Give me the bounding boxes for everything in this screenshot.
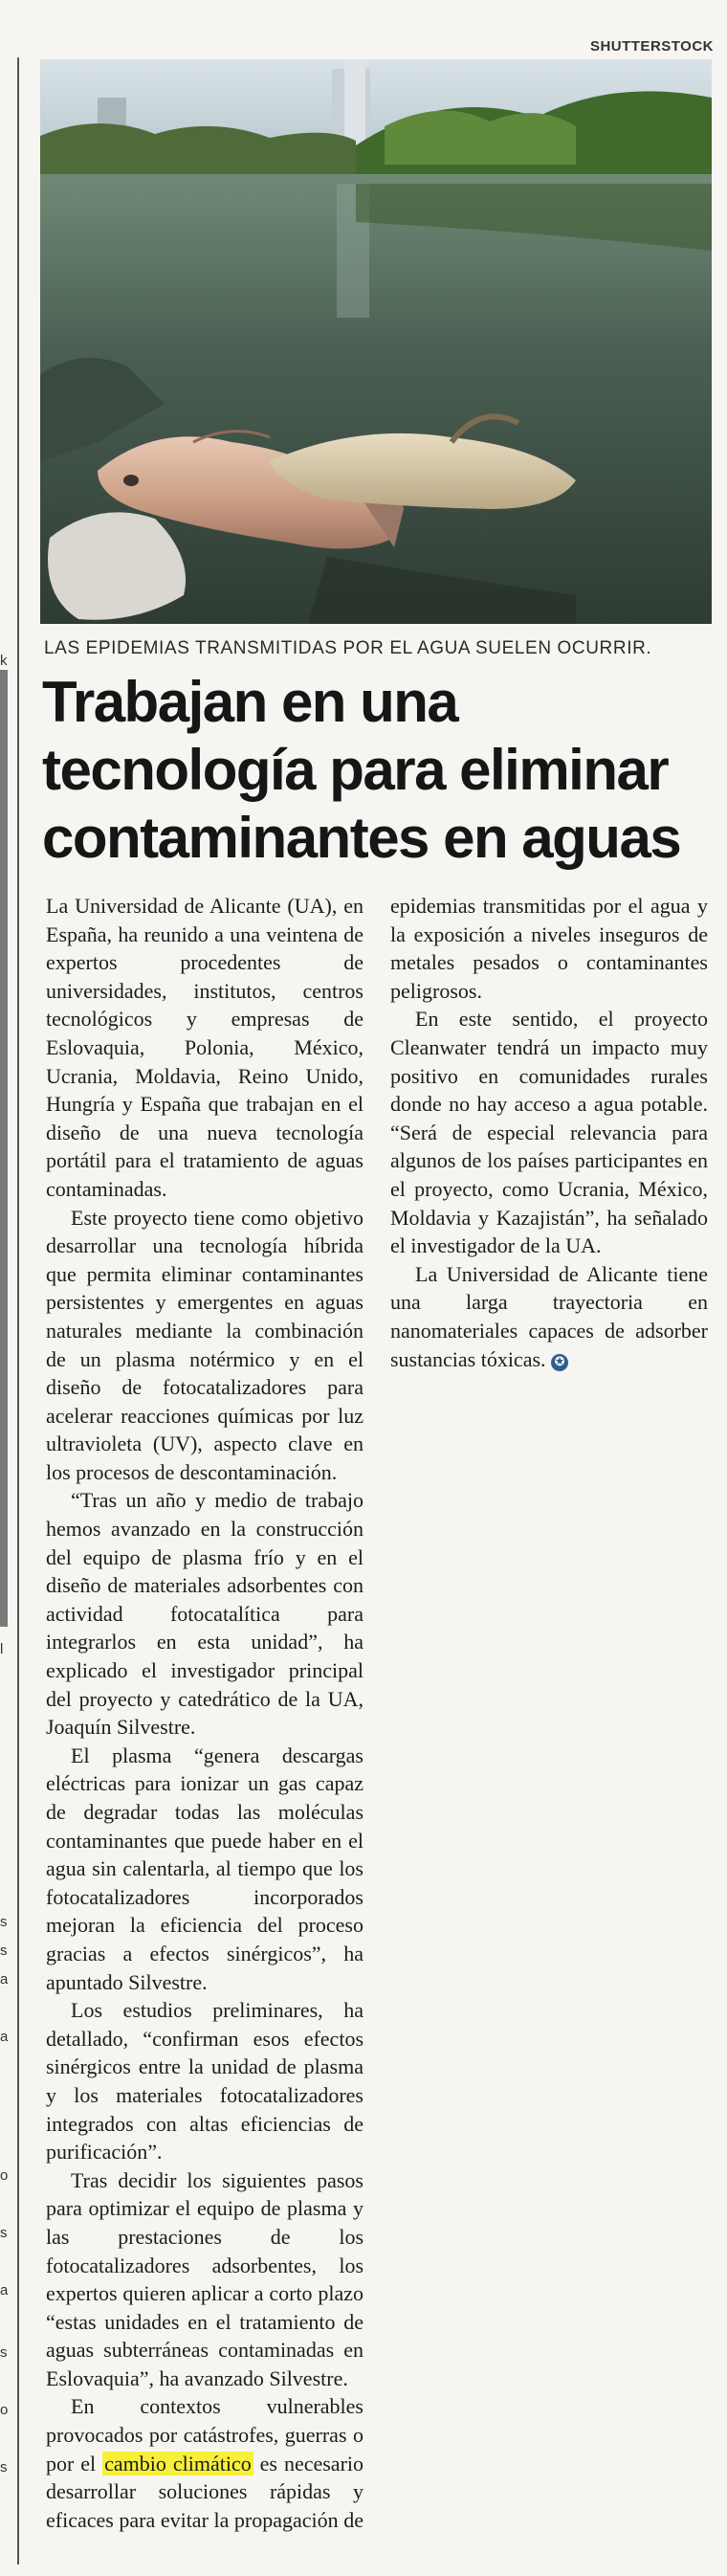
article-text: La Universidad de Alicante tiene una larga trayectoria en nanomateriales capaces de adsorber sustancias tóxicas. — [390, 1261, 708, 1371]
adjacent-glyph: l — [0, 1641, 4, 1657]
end-of-article-icon: ✪ — [551, 1354, 568, 1371]
article-closing-paragraph — [390, 1260, 708, 1373]
adjacent-glyph: s — [0, 2225, 8, 2241]
adjacent-glyph: s — [0, 2344, 8, 2361]
adjacent-glyph: a — [0, 1971, 9, 1988]
adjacent-glyph: k — [0, 653, 8, 669]
photo-caption: LAS EPIDEMIAS TRANSMITIDAS POR EL AGUA SUELEN OCURRIR. — [44, 638, 652, 658]
dead-fish-photo — [40, 59, 712, 624]
article-paragraph: El plasma “genera descargas eléctricas para ionizar un gas capaz de degradar todas las moléculas contaminantes que puede haber en el agua sin calentarla, al tiempo que los fotocatalizadores incorporados mejoran la eficiencia del proceso gracias a efectos sinérgicos”, ha apuntado Silvestre. — [46, 1743, 364, 1994]
adjacent-glyph: s — [0, 1943, 8, 1959]
headline: Trabajan en una tecnología para eliminar contaminantes en aguas — [42, 670, 681, 870]
article-paragraph: “Tras un año y medio de trabajo hemos avanzado en la construcción del equipo de plasma frío y en el diseño de materiales adsorbentes con actividad fotocatalítica para integrarlos en esta unidad”, ha explicado el investigador principal del proyecto y catedrático de la UA, Joaquín Silvestre. — [46, 1488, 364, 1740]
highlighted-phrase: cambio climático — [104, 2451, 252, 2476]
article-paragraph: Tras decidir los siguientes pasos para optimizar el equipo de plasma y las prestaciones de los fotocatalizadores adsorbentes, los expertos quieren aplicar a corto plazo “estas unidades en el tratamiento de aguas subterráneas contaminadas en Eslovaquia”, ha avanzado Silvestre. — [46, 2167, 364, 2390]
adjacent-glyph: s — [0, 1914, 8, 1930]
adjacent-glyph: o — [0, 2167, 9, 2184]
article-text: En contextos vulnerables provocados por catástrofes, guerras o por el — [46, 2394, 364, 2476]
adjacent-glyph: a — [0, 2282, 9, 2298]
adjacent-glyph: a — [0, 2029, 9, 2045]
article-paragraph: Los estudios preliminares, ha detallado, “confirman esos efectos sinérgicos entre la unidad de plasma y los materiales fotocatalizadores integrados con altas eficiencias de purificación”. — [46, 1998, 364, 2165]
adjacent-glyph: o — [0, 2402, 9, 2418]
adjacent-column-rule — [17, 57, 19, 2565]
article-paragraph: Este proyecto tiene como objetivo desarrollar una tecnología híbrida que permita eliminar contaminantes persistentes y emergentes en aguas naturales mediante la combinación de un plasma notérmico y en el diseño de fotocatalizadores para acelerar reacciones químicas por luz ultravioleta (UV), aspecto clave en los procesos de descontaminación. — [46, 1205, 364, 1484]
article-body — [46, 892, 708, 2557]
adjacent-page-strip — [0, 670, 8, 1627]
article-paragraph: La Universidad de Alicante (UA), en España, ha reunido a una veintena de expertos procedentes de universidades, institutos, centros tecnológicos y empresas de Eslovaquia, Polonia, México, Ucrania, Moldavia, Reino Unido, Hungría y España que trabajan en el diseño de una nueva tecnología portátil para el tratamiento de aguas contaminadas. — [46, 894, 364, 1201]
article-text: es necesario desarrollar soluciones rápidas y eficaces para evitar la propagación de epidemias transmitidas por el agua y la exposición a niveles inseguros de metales pesados o contaminantes peligrosos. — [46, 894, 708, 2532]
adjacent-glyph: s — [0, 2459, 8, 2476]
image-credit: SHUTTERSTOCK — [589, 38, 714, 55]
article-paragraph: En este sentido, el proyecto Cleanwater tendrá un impacto muy positivo en comunidades rurales donde no hay acceso a agua potable. “Será de especial relevancia para algunos de los países participantes en el proyecto, como Ucrania, México, Moldavia y Kazajistán”, ha señalado el investigador de la UA. — [390, 1007, 708, 1258]
